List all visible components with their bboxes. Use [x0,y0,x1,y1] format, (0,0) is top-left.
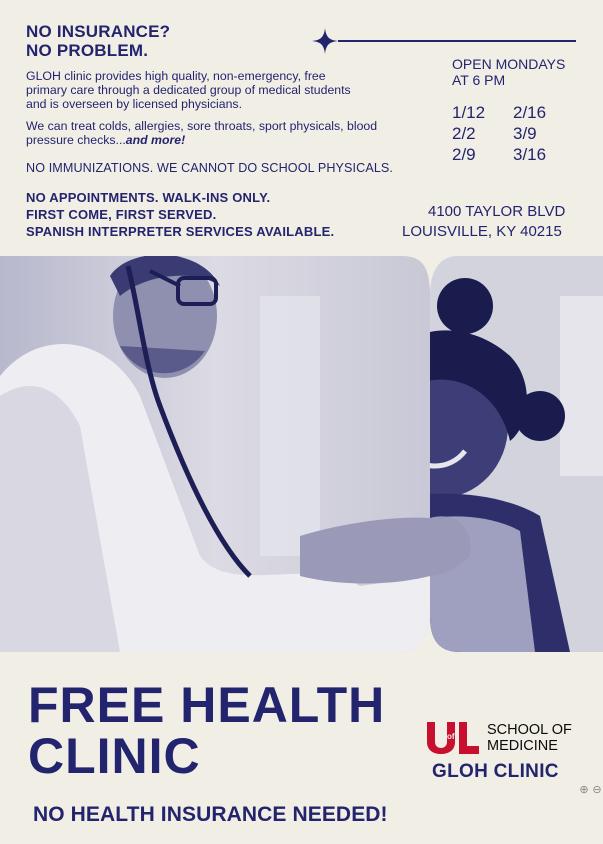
date-item: 3/9 [513,124,537,143]
date-item: 1/12 [452,103,486,122]
star-sparkle-icon [312,28,338,54]
tagline: NO HEALTH INSURANCE NEEDED! [33,803,388,826]
services-more: and more! [125,133,186,147]
zoom-out-icon[interactable]: ⊖ [592,784,602,796]
date-item: 2/16 [513,103,547,122]
address-city: LOUISVILLE, KY 40215 [402,223,562,240]
headline-line-1: NO INSURANCE? [26,22,171,41]
doctor-child-photo [0,256,603,652]
svg-text:of: of [447,732,455,741]
school-line-1: SCHOOL OF [487,722,572,738]
school-line-2: MEDICINE [487,738,558,754]
header-divider-line [338,40,576,42]
policy-interpreter: SPANISH INTERPRETER SERVICES AVAILABLE. [26,224,335,239]
schedule-time: AT 6 PM [452,72,506,88]
immunization-note: NO IMMUNIZATIONS. WE CANNOT DO SCHOOL PHYSICALS. [26,161,394,175]
date-item: 2/2 [452,124,476,143]
title-line-2: CLINIC [28,728,201,784]
services-list: We can treat colds, allergies, sore throats, sport physicals, blood pressure checks... [26,119,378,147]
gloh-clinic-label: GLOH CLINIC [432,761,559,782]
uofl-logo [425,720,481,759]
uofl-logo-mark [425,720,481,754]
intro-paragraph: GLOH clinic provides high quality, non-emergency, free primary care through a dedicated group of medical students and is overseen by licensed physicians. [26,69,351,111]
schedule-day: OPEN MONDAYS [452,56,566,72]
headline-line-2: NO PROBLEM. [26,41,149,60]
zoom-controls [577,783,603,796]
address-street: 4100 TAYLOR BLVD [428,203,566,220]
zoom-in-icon[interactable]: ⊕ [579,784,589,796]
date-item: 2/9 [452,145,476,164]
policy-walkins: NO APPOINTMENTS. WALK-INS ONLY. [26,190,271,205]
policy-first-come: FIRST COME, FIRST SERVED. [26,207,217,222]
date-item: 3/16 [513,145,547,164]
title-line-1: FREE HEALTH [28,677,386,733]
services-paragraph [26,119,394,147]
